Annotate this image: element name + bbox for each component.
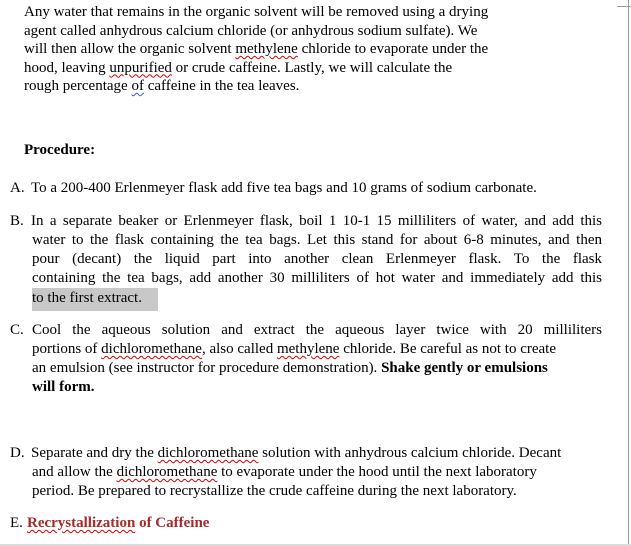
text-selection-highlight[interactable]: to the first extract. [32, 288, 158, 311]
step-text: To a 200-400 Erlenmeyer flask add five tea bags and 10 grams of sodium carbonate. [31, 180, 537, 196]
spellcheck-word-methylene[interactable]: methylene [235, 41, 298, 57]
step-text: pour (decant) the liquid part into another clean Erlenmeyer flask. To the flask [32, 251, 602, 267]
intro-text: hood, leaving [24, 59, 110, 76]
procedure-step-a [10, 179, 610, 198]
intro-text: will then allow the organic solvent [24, 41, 236, 57]
spellcheck-word-recrystallization[interactable]: Recrystallization [27, 515, 136, 531]
spellcheck-word-unpurified[interactable]: unpurified [109, 59, 172, 76]
step-label: C. [10, 322, 24, 338]
intro-text: agent called anhydrous calcium chloride (or anhydrous sodium sulfate). We [24, 22, 478, 39]
intro-text: caffeine in the tea leaves. [143, 78, 300, 94]
procedure-heading: Procedure: [24, 142, 96, 158]
step-text-part: portions of [32, 341, 102, 357]
step-text [32, 340, 602, 359]
step-text [32, 463, 602, 482]
section-title-part: of Caffeine [135, 515, 210, 531]
step-text-part: Separate and dry the [31, 445, 158, 461]
step-text: containing the tea bags, add another 30 milliliters of hot water and immediately add this [32, 270, 602, 286]
intro-line [24, 3, 534, 22]
intro-text: Any water that remains in the organic solvent will be removed using a drying [24, 4, 489, 20]
intro-line [24, 22, 534, 41]
intro-line [24, 77, 534, 96]
step-text-selected[interactable] [32, 288, 602, 311]
page-margin-rule [628, 0, 629, 546]
spellcheck-word-dichloromethane[interactable]: dichloromethane [116, 464, 218, 480]
step-text: water to the flask containing the tea bags. Let this stand for about 6-8 minutes, and then [32, 232, 602, 248]
intro-text: rough percentage [24, 78, 132, 94]
step-text: Cool the aqueous solution and extract the aqueous layer twice with 20 milliliters [32, 322, 602, 338]
step-text-part: an emulsion (see instructor for procedure demonstration). [32, 360, 382, 376]
step-label: D. [10, 445, 25, 461]
intro-text: or crude caffeine. Lastly, we will calculate the [171, 59, 453, 76]
section-title-recrystallization [27, 514, 602, 533]
intro-line [24, 40, 534, 59]
step-text-part: solution with anhydrous calcium chloride. Decant [258, 445, 562, 461]
step-text [32, 359, 602, 378]
procedure-step-e [10, 514, 602, 533]
spellcheck-word-methylene[interactable]: methylene [276, 341, 340, 357]
spellcheck-word-dichloromethane[interactable]: dichloromethane [157, 445, 259, 461]
procedure-step-d [10, 444, 602, 501]
step-label: A. [10, 180, 25, 196]
step-text [31, 444, 602, 463]
spellcheck-word-dichloromethane[interactable]: dichloromethane [101, 341, 202, 357]
intro-line [24, 59, 534, 78]
step-text-part: , also called [201, 341, 277, 357]
step-text-part: to evaporate under the hood until the next laboratory [217, 464, 537, 480]
grammar-word-of[interactable]: of [131, 78, 144, 94]
step-label: B. [10, 213, 24, 229]
step-text: period. Be prepared to recrystallize the crude caffeine during the next laboratory. [32, 483, 517, 499]
step-label: E. [10, 515, 23, 531]
intro-text: chloride to evaporate under the [297, 41, 489, 57]
step-warning-text: will form. [32, 379, 95, 395]
step-text: In a separate beaker or Erlenmeyer flask, boil 1 10-1 15 milliliters of water, and add this [31, 213, 602, 229]
step-text-part: and allow the [32, 464, 117, 480]
step-text-part: chloride. Be careful as not to create [339, 341, 556, 357]
intro-paragraph [24, 3, 534, 96]
procedure-step-b [10, 212, 602, 311]
procedure-step-c [10, 321, 602, 397]
step-warning-text: Shake gently or emulsions [381, 360, 548, 376]
